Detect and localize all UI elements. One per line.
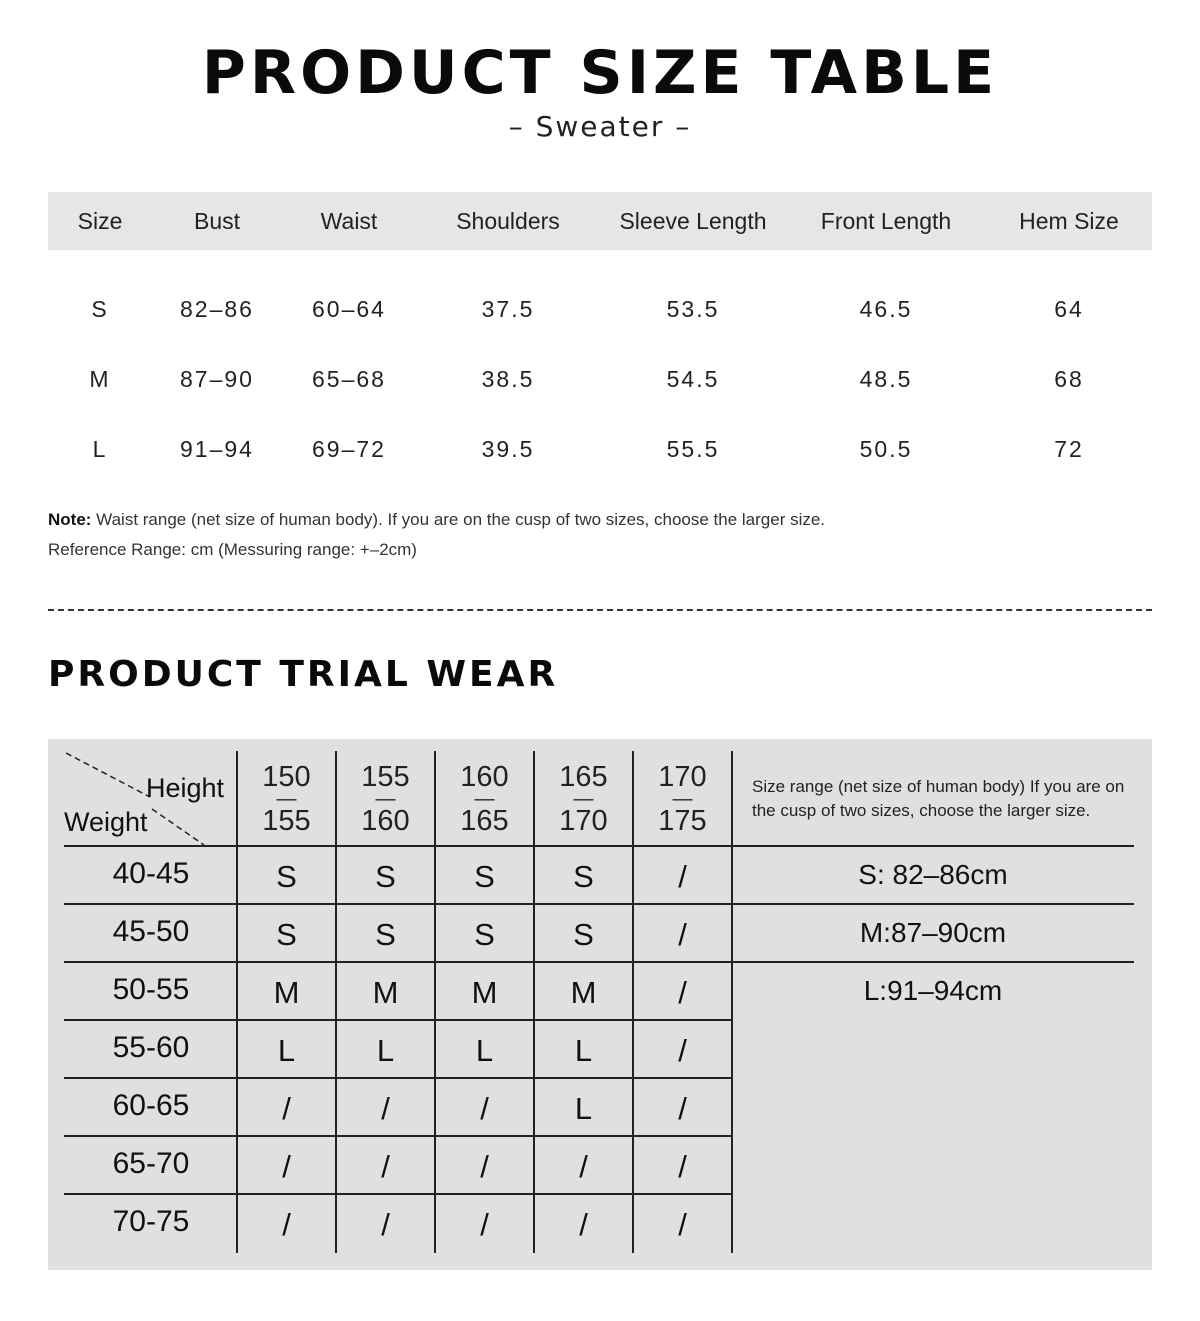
height-range-start: 150: [262, 761, 311, 793]
weight-range-label: 65-70: [112, 1147, 190, 1180]
recommended-size-cell: /: [480, 1207, 489, 1242]
recommended-size-cell: M: [570, 975, 597, 1010]
recommended-size-cell: S: [573, 859, 594, 894]
recommended-size-cell: L: [574, 1091, 593, 1126]
grid-horizontal-line: [64, 1135, 733, 1137]
size-table-cell: 53.5: [666, 295, 720, 322]
weight-range-label: 60-65: [112, 1089, 190, 1122]
height-range-header: [237, 761, 336, 837]
size-table-header: [48, 192, 1152, 250]
height-range-dash: —: [474, 788, 495, 810]
column-header: Waist: [320, 207, 378, 234]
weight-range-label: 55-60: [112, 1031, 190, 1064]
reference-range-text: Reference Range: cm (Messuring range: +–2cm): [48, 540, 417, 559]
recommended-size-cell: S: [474, 859, 495, 894]
page-title: PRODUCT SIZE TABLE: [201, 38, 999, 108]
column-header: Hem Size: [1019, 207, 1119, 234]
size-table-row: [48, 414, 1152, 484]
size-range-description: Size range (net size of human body) If you are on the cusp of two sizes, choose the larger size.: [752, 777, 1125, 820]
column-header: Size: [77, 207, 123, 234]
recommended-size-cell: L: [376, 1033, 395, 1068]
recommended-size-cell: S: [474, 917, 495, 952]
recommended-size-cell: /: [282, 1091, 291, 1126]
recommended-size-cell: /: [480, 1091, 489, 1126]
weight-range-label: 50-55: [112, 973, 190, 1006]
size-table-cell: 60–64: [312, 295, 386, 322]
recommended-size-cell: L: [574, 1033, 593, 1068]
height-range-end: 160: [361, 805, 410, 837]
size-table-cell: 38.5: [481, 365, 535, 392]
recommended-size-cell: L: [277, 1033, 296, 1068]
size-table-cell: L: [92, 435, 108, 462]
recommended-size-cell: S: [276, 859, 297, 894]
height-range-header: [336, 761, 435, 837]
recommended-size-cell: S: [375, 917, 396, 952]
size-table: [48, 192, 1152, 484]
recommended-size-cell: M: [273, 975, 300, 1010]
grid-horizontal-line: [64, 1077, 733, 1079]
height-range-end: 155: [262, 805, 311, 837]
note-label: Note:: [48, 510, 92, 529]
bust-range-value: M:87–90cm: [859, 917, 1007, 948]
recommended-size-cell: /: [381, 1149, 390, 1184]
recommended-size-cell: L: [475, 1033, 494, 1068]
page-subtitle: – Sweater –: [508, 110, 692, 143]
height-range-start: 165: [559, 761, 608, 793]
size-table-body: [48, 250, 1152, 484]
dashed-divider: [48, 609, 1152, 611]
height-range-start: 160: [460, 761, 509, 793]
recommended-size-cell: S: [276, 917, 297, 952]
recommended-size-cell: M: [471, 975, 498, 1010]
height-range-start: 155: [361, 761, 410, 793]
grid-horizontal-line: [64, 961, 1134, 963]
height-range-dash: —: [573, 788, 594, 810]
size-table-cell: 68: [1054, 365, 1084, 392]
size-table-cell: 65–68: [312, 365, 386, 392]
size-table-cell: 82–86: [180, 295, 254, 322]
size-table-cell: 50.5: [859, 435, 913, 462]
recommended-size-cell: /: [579, 1149, 588, 1184]
height-range-end: 170: [559, 805, 608, 837]
recommended-size-cell: /: [678, 1149, 687, 1184]
recommended-size-cell: /: [282, 1149, 291, 1184]
size-table-cell: M: [89, 365, 111, 392]
size-table-cell: 55.5: [666, 435, 720, 462]
note-body: Waist range (net size of human body). If you are on the cusp of two sizes, choose the larger size.: [91, 510, 826, 529]
recommended-size-cell: /: [381, 1207, 390, 1242]
size-table-cell: 64: [1054, 295, 1084, 322]
size-table-cell: 72: [1054, 435, 1084, 462]
size-table-cell: 69–72: [312, 435, 386, 462]
recommended-size-cell: /: [282, 1207, 291, 1242]
recommended-size-cell: /: [678, 975, 687, 1010]
height-range-dash: —: [375, 788, 396, 810]
grid-horizontal-line: [64, 845, 1134, 847]
height-range-header: [534, 761, 633, 837]
column-header: Sleeve Length: [619, 207, 767, 234]
size-table-cell: 91–94: [180, 435, 254, 462]
column-header: Bust: [193, 207, 241, 234]
recommended-size-cell: /: [678, 859, 687, 894]
recommended-size-cell: S: [375, 859, 396, 894]
height-range-end: 175: [658, 805, 707, 837]
size-table-cell: 39.5: [481, 435, 535, 462]
height-range-header: [435, 761, 534, 837]
recommended-size-cell: /: [480, 1149, 489, 1184]
column-header: Shoulders: [456, 207, 560, 234]
grid-horizontal-line: [64, 1193, 733, 1195]
height-range-dash: —: [276, 788, 297, 810]
recommended-size-cell: /: [678, 1207, 687, 1242]
size-table-cell: 37.5: [481, 295, 535, 322]
size-table-row: [48, 344, 1152, 414]
size-table-cell: S: [91, 295, 109, 322]
bust-range-value: S: 82–86cm: [858, 859, 1008, 890]
size-table-row: [48, 274, 1152, 344]
recommended-size-cell: /: [381, 1091, 390, 1126]
recommended-size-cell: M: [372, 975, 399, 1010]
weight-range-label: 70-75: [112, 1205, 190, 1238]
height-range-end: 165: [460, 805, 509, 837]
height-range-dash: —: [672, 788, 693, 810]
recommended-size-cell: /: [678, 917, 687, 952]
weight-range-label: 45-50: [112, 915, 190, 948]
grid-horizontal-line: [64, 903, 1134, 905]
recommended-size-cell: S: [573, 917, 594, 952]
column-header: Front Length: [820, 207, 952, 234]
weight-range-label: 40-45: [112, 857, 190, 890]
section-title-trial: PRODUCT TRIAL WEAR: [48, 654, 559, 695]
recommended-size-cell: /: [678, 1033, 687, 1068]
size-table-cell: 46.5: [859, 295, 913, 322]
size-table-cell: 48.5: [859, 365, 913, 392]
note-text: [48, 510, 825, 530]
trial-wear-panel: [48, 739, 1152, 1270]
grid-horizontal-line: [64, 1019, 733, 1021]
recommended-size-cell: /: [678, 1091, 687, 1126]
size-table-cell: 87–90: [180, 365, 254, 392]
size-table-cell: 54.5: [666, 365, 720, 392]
height-range-header: [633, 761, 732, 837]
height-range-start: 170: [658, 761, 707, 793]
bust-range-value: L:91–94cm: [863, 975, 1003, 1006]
corner-height-label: Height: [146, 773, 225, 803]
recommended-size-cell: /: [579, 1207, 588, 1242]
corner-weight-label: Weight: [64, 807, 148, 837]
